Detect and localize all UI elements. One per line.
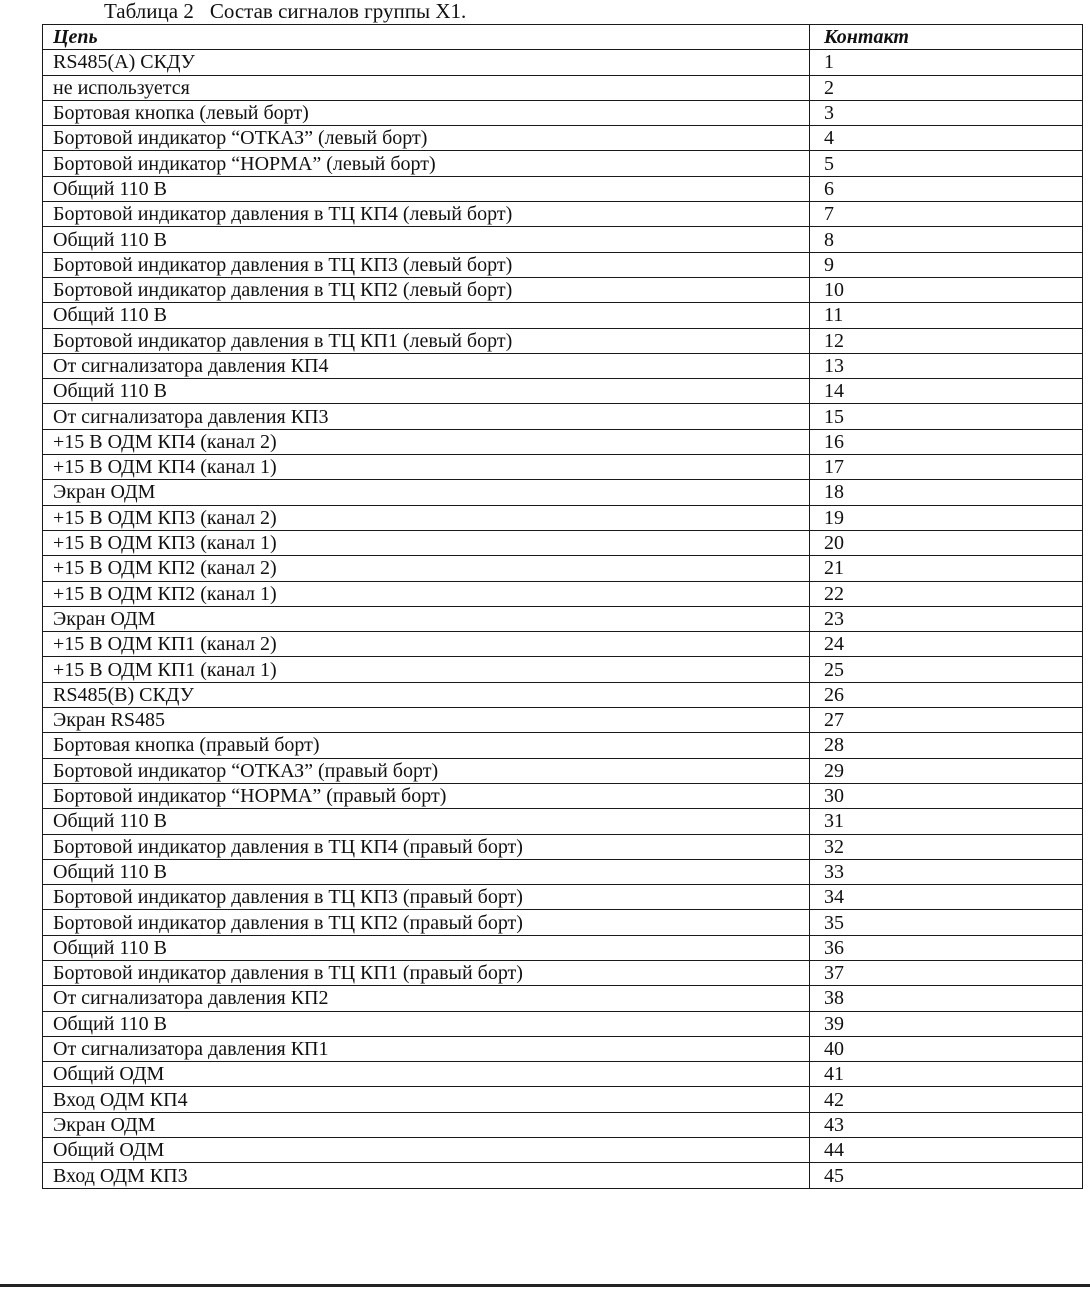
table-row [43, 632, 1083, 657]
circuit-cell: Общий 110 В [43, 379, 810, 404]
table-row [43, 682, 1083, 707]
table-row [43, 353, 1083, 378]
circuit-cell: Общий ОДМ [43, 1062, 810, 1087]
table-row [43, 303, 1083, 328]
table-number: Таблица 2 [104, 0, 194, 23]
circuit-cell: Общий 110 В [43, 1011, 810, 1036]
circuit-cell: Бортовой индикатор давления в ТЦ КП2 (левый борт) [43, 277, 810, 302]
table-row [43, 100, 1083, 125]
page-bottom-rule [0, 1284, 1090, 1287]
circuit-cell: Общий 110 В [43, 227, 810, 252]
contact-cell: 3 [810, 100, 1083, 125]
table-body [43, 50, 1083, 1188]
table-row [43, 277, 1083, 302]
table-row [43, 379, 1083, 404]
table-row [43, 1087, 1083, 1112]
contact-cell: 41 [810, 1062, 1083, 1087]
contact-cell: 12 [810, 328, 1083, 353]
circuit-cell: Бортовой индикатор давления в ТЦ КП1 (левый борт) [43, 328, 810, 353]
table-row [43, 151, 1083, 176]
table-row [43, 556, 1083, 581]
table-row [43, 708, 1083, 733]
table-row [43, 126, 1083, 151]
table-row [43, 1062, 1083, 1087]
circuit-cell: Бортовой индикатор давления в ТЦ КП3 (правый борт) [43, 885, 810, 910]
table-row [43, 202, 1083, 227]
contact-cell: 14 [810, 379, 1083, 404]
table-row [43, 657, 1083, 682]
contact-cell: 40 [810, 1036, 1083, 1061]
contact-cell: 4 [810, 126, 1083, 151]
table-row [43, 834, 1083, 859]
table-row [43, 75, 1083, 100]
contact-cell: 24 [810, 632, 1083, 657]
circuit-cell: Общий 110 В [43, 859, 810, 884]
circuit-cell: +15 В ОДМ КП2 (канал 1) [43, 581, 810, 606]
table-row [43, 530, 1083, 555]
contact-cell: 11 [810, 303, 1083, 328]
table-row [43, 1112, 1083, 1137]
contact-cell: 18 [810, 480, 1083, 505]
contact-cell: 26 [810, 682, 1083, 707]
contact-cell: 16 [810, 429, 1083, 454]
circuit-cell: Бортовой индикатор давления в ТЦ КП2 (правый борт) [43, 910, 810, 935]
contact-cell: 13 [810, 353, 1083, 378]
contact-cell: 19 [810, 505, 1083, 530]
circuit-cell: Бортовой индикатор давления в ТЦ КП4 (левый борт) [43, 202, 810, 227]
table-row [43, 50, 1083, 75]
circuit-cell: Экран ОДМ [43, 606, 810, 631]
circuit-cell: Бортовая кнопка (правый борт) [43, 733, 810, 758]
contact-cell: 36 [810, 935, 1083, 960]
contact-cell: 8 [810, 227, 1083, 252]
table-row [43, 960, 1083, 985]
contact-cell: 37 [810, 960, 1083, 985]
table-row [43, 429, 1083, 454]
table-row [43, 859, 1083, 884]
signals-table [42, 24, 1083, 1189]
contact-cell: 33 [810, 859, 1083, 884]
circuit-cell: Общий 110 В [43, 176, 810, 201]
circuit-cell: Вход ОДМ КП4 [43, 1087, 810, 1112]
circuit-cell: Экран ОДМ [43, 480, 810, 505]
circuit-cell: Общий 110 В [43, 303, 810, 328]
contact-cell: 2 [810, 75, 1083, 100]
circuit-cell: От сигнализатора давления КП3 [43, 404, 810, 429]
circuit-cell: +15 В ОДМ КП1 (канал 2) [43, 632, 810, 657]
circuit-cell: Общий 110 В [43, 935, 810, 960]
contact-cell: 32 [810, 834, 1083, 859]
table-row [43, 606, 1083, 631]
circuit-cell: От сигнализатора давления КП2 [43, 986, 810, 1011]
contact-cell: 45 [810, 1163, 1083, 1188]
table-row [43, 227, 1083, 252]
contact-cell: 21 [810, 556, 1083, 581]
circuit-cell: Экран ОДМ [43, 1112, 810, 1137]
table-row [43, 581, 1083, 606]
contact-cell: 7 [810, 202, 1083, 227]
circuit-cell: Бортовой индикатор давления в ТЦ КП1 (правый борт) [43, 960, 810, 985]
circuit-cell: не используется [43, 75, 810, 100]
table-row [43, 1163, 1083, 1188]
circuit-cell: Бортовая кнопка (левый борт) [43, 100, 810, 125]
contact-cell: 5 [810, 151, 1083, 176]
table-title: Состав сигналов группы Х1. [209, 0, 467, 23]
circuit-cell: От сигнализатора давления КП4 [43, 353, 810, 378]
table-row [43, 1138, 1083, 1163]
circuit-cell: Бортовой индикатор “НОРМА” (правый борт) [43, 783, 810, 808]
table-header [43, 25, 1083, 50]
table-row [43, 1036, 1083, 1061]
circuit-cell: +15 В ОДМ КП1 (канал 1) [43, 657, 810, 682]
header-contact: Контакт [810, 25, 1083, 50]
contact-cell: 6 [810, 176, 1083, 201]
table-row [43, 252, 1083, 277]
circuit-cell: Бортовой индикатор “ОТКАЗ” (левый борт) [43, 126, 810, 151]
contact-cell: 10 [810, 277, 1083, 302]
contact-cell: 27 [810, 708, 1083, 733]
contact-cell: 31 [810, 809, 1083, 834]
table-caption [104, 0, 466, 22]
contact-cell: 38 [810, 986, 1083, 1011]
table-row [43, 986, 1083, 1011]
header-circuit: Цепь [43, 25, 810, 50]
table-row [43, 758, 1083, 783]
circuit-cell: Вход ОДМ КП3 [43, 1163, 810, 1188]
circuit-cell: Бортовой индикатор “НОРМА” (левый борт) [43, 151, 810, 176]
table-row [43, 910, 1083, 935]
table-row [43, 404, 1083, 429]
circuit-cell: +15 В ОДМ КП3 (канал 2) [43, 505, 810, 530]
circuit-cell: От сигнализатора давления КП1 [43, 1036, 810, 1061]
table-row [43, 455, 1083, 480]
circuit-cell: +15 В ОДМ КП2 (канал 2) [43, 556, 810, 581]
contact-cell: 9 [810, 252, 1083, 277]
table-row [43, 505, 1083, 530]
contact-cell: 15 [810, 404, 1083, 429]
contact-cell: 35 [810, 910, 1083, 935]
table-row [43, 1011, 1083, 1036]
table-row [43, 328, 1083, 353]
table-row [43, 480, 1083, 505]
circuit-cell: Экран RS485 [43, 708, 810, 733]
table-row [43, 809, 1083, 834]
circuit-cell: +15 В ОДМ КП4 (канал 2) [43, 429, 810, 454]
contact-cell: 34 [810, 885, 1083, 910]
circuit-cell: Бортовой индикатор “ОТКАЗ” (правый борт) [43, 758, 810, 783]
circuit-cell: Бортовой индикатор давления в ТЦ КП3 (левый борт) [43, 252, 810, 277]
contact-cell: 22 [810, 581, 1083, 606]
header-row [43, 25, 1083, 50]
circuit-cell: +15 В ОДМ КП3 (канал 1) [43, 530, 810, 555]
circuit-cell: +15 В ОДМ КП4 (канал 1) [43, 455, 810, 480]
contact-cell: 30 [810, 783, 1083, 808]
table-row [43, 885, 1083, 910]
circuit-cell: Общий ОДМ [43, 1138, 810, 1163]
contact-cell: 28 [810, 733, 1083, 758]
circuit-cell: RS485(A) СКДУ [43, 50, 810, 75]
contact-cell: 17 [810, 455, 1083, 480]
circuit-cell: Общий 110 В [43, 809, 810, 834]
table-row [43, 783, 1083, 808]
contact-cell: 43 [810, 1112, 1083, 1137]
contact-cell: 25 [810, 657, 1083, 682]
contact-cell: 1 [810, 50, 1083, 75]
circuit-cell: RS485(B) СКДУ [43, 682, 810, 707]
contact-cell: 20 [810, 530, 1083, 555]
contact-cell: 23 [810, 606, 1083, 631]
table-row [43, 733, 1083, 758]
table-row [43, 935, 1083, 960]
contact-cell: 39 [810, 1011, 1083, 1036]
contact-cell: 29 [810, 758, 1083, 783]
circuit-cell: Бортовой индикатор давления в ТЦ КП4 (правый борт) [43, 834, 810, 859]
table-row [43, 176, 1083, 201]
contact-cell: 44 [810, 1138, 1083, 1163]
contact-cell: 42 [810, 1087, 1083, 1112]
